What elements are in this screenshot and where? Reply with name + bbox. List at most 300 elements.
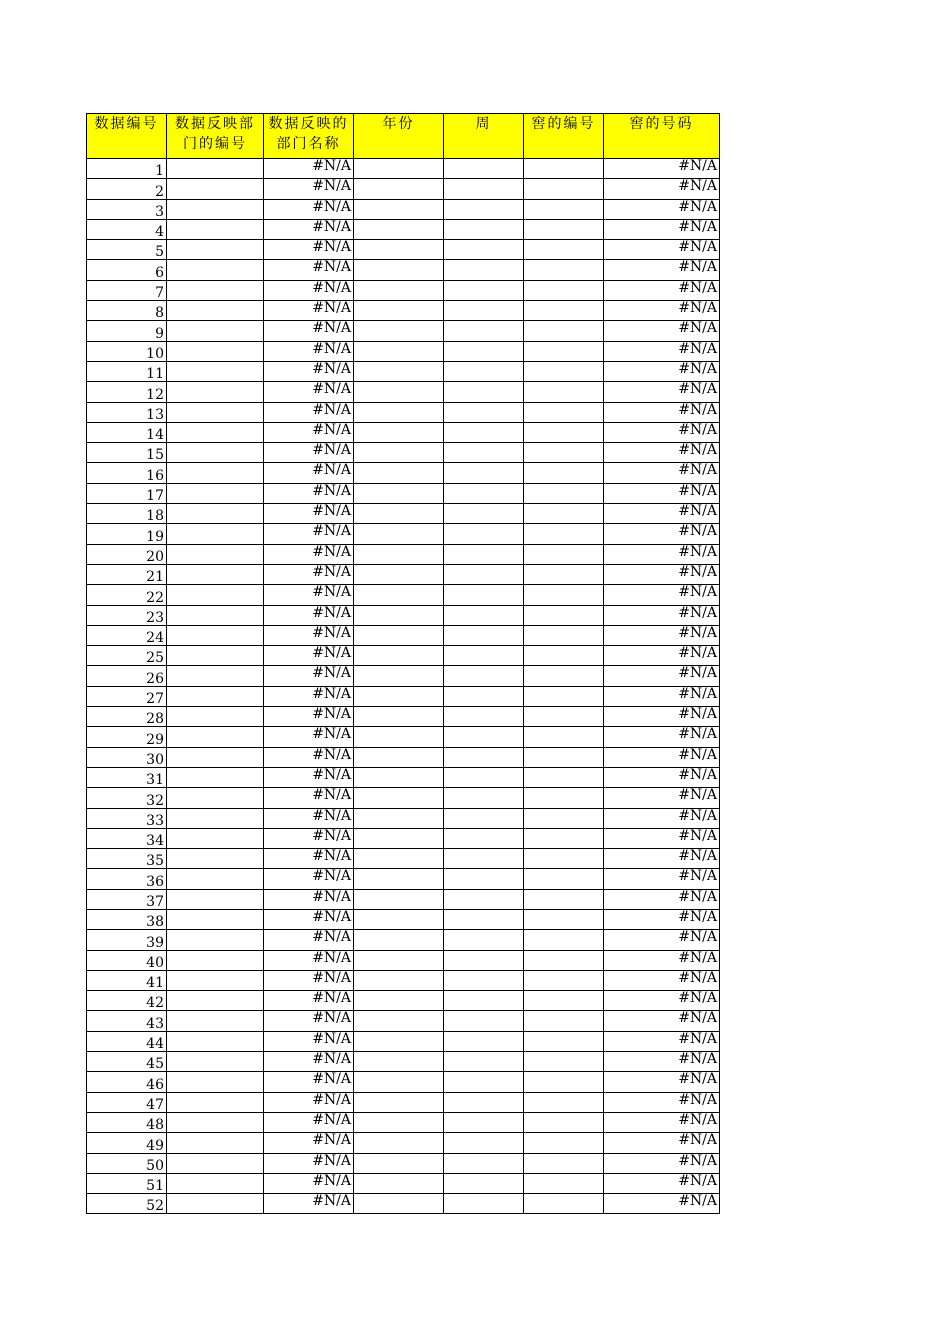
cell-dept-id[interactable] [167, 889, 264, 909]
cell-dept-id[interactable] [167, 504, 264, 524]
cell-data-id[interactable]: 26 [87, 666, 167, 686]
cell-cellar-id[interactable] [524, 727, 604, 747]
cell-week[interactable] [444, 1112, 524, 1132]
cell-data-id[interactable]: 32 [87, 788, 167, 808]
cell-data-id[interactable]: 28 [87, 707, 167, 727]
cell-week[interactable] [444, 361, 524, 381]
cell-cellar-number[interactable]: #N/A [604, 483, 720, 503]
cell-week[interactable] [444, 889, 524, 909]
cell-year[interactable] [354, 504, 444, 524]
cell-data-id[interactable]: 29 [87, 727, 167, 747]
cell-cellar-id[interactable] [524, 1052, 604, 1072]
cell-cellar-number[interactable]: #N/A [604, 1173, 720, 1193]
cell-week[interactable] [444, 260, 524, 280]
cell-dept-name[interactable]: #N/A [264, 1153, 354, 1173]
cell-data-id[interactable]: 5 [87, 240, 167, 260]
cell-year[interactable] [354, 605, 444, 625]
cell-cellar-id[interactable] [524, 361, 604, 381]
cell-cellar-id[interactable] [524, 341, 604, 361]
cell-year[interactable] [354, 1173, 444, 1193]
cell-dept-id[interactable] [167, 179, 264, 199]
cell-dept-name[interactable]: #N/A [264, 767, 354, 787]
cell-dept-name[interactable]: #N/A [264, 686, 354, 706]
cell-cellar-id[interactable] [524, 849, 604, 869]
cell-week[interactable] [444, 219, 524, 239]
cell-cellar-id[interactable] [524, 930, 604, 950]
cell-week[interactable] [444, 686, 524, 706]
cell-dept-name[interactable]: #N/A [264, 950, 354, 970]
cell-dept-name[interactable]: #N/A [264, 179, 354, 199]
cell-year[interactable] [354, 950, 444, 970]
cell-data-id[interactable]: 38 [87, 909, 167, 929]
cell-year[interactable] [354, 1031, 444, 1051]
cell-cellar-id[interactable] [524, 524, 604, 544]
cell-dept-name[interactable]: #N/A [264, 341, 354, 361]
cell-dept-id[interactable] [167, 301, 264, 321]
cell-cellar-id[interactable] [524, 240, 604, 260]
cell-dept-name[interactable]: #N/A [264, 159, 354, 179]
cell-dept-id[interactable] [167, 930, 264, 950]
cell-year[interactable] [354, 767, 444, 787]
cell-data-id[interactable]: 30 [87, 747, 167, 767]
cell-cellar-number[interactable]: #N/A [604, 707, 720, 727]
cell-cellar-id[interactable] [524, 1173, 604, 1193]
cell-cellar-number[interactable]: #N/A [604, 524, 720, 544]
cell-cellar-number[interactable]: #N/A [604, 1072, 720, 1092]
cell-cellar-id[interactable] [524, 382, 604, 402]
cell-week[interactable] [444, 849, 524, 869]
cell-dept-id[interactable] [167, 422, 264, 442]
cell-dept-id[interactable] [167, 341, 264, 361]
cell-dept-id[interactable] [167, 1194, 264, 1214]
cell-data-id[interactable]: 50 [87, 1153, 167, 1173]
cell-week[interactable] [444, 747, 524, 767]
cell-dept-id[interactable] [167, 544, 264, 564]
cell-cellar-number[interactable]: #N/A [604, 828, 720, 848]
cell-dept-id[interactable] [167, 767, 264, 787]
cell-cellar-number[interactable]: #N/A [604, 747, 720, 767]
cell-week[interactable] [444, 625, 524, 645]
cell-week[interactable] [444, 930, 524, 950]
cell-dept-id[interactable] [167, 321, 264, 341]
cell-dept-id[interactable] [167, 970, 264, 990]
cell-cellar-number[interactable]: #N/A [604, 504, 720, 524]
cell-cellar-number[interactable]: #N/A [604, 361, 720, 381]
cell-year[interactable] [354, 1052, 444, 1072]
cell-dept-id[interactable] [167, 1173, 264, 1193]
cell-data-id[interactable]: 12 [87, 382, 167, 402]
cell-week[interactable] [444, 767, 524, 787]
cell-data-id[interactable]: 22 [87, 585, 167, 605]
cell-dept-name[interactable]: #N/A [264, 1173, 354, 1193]
cell-year[interactable] [354, 260, 444, 280]
cell-dept-name[interactable]: #N/A [264, 1031, 354, 1051]
cell-week[interactable] [444, 321, 524, 341]
cell-cellar-number[interactable]: #N/A [604, 280, 720, 300]
cell-dept-name[interactable]: #N/A [264, 808, 354, 828]
cell-dept-id[interactable] [167, 909, 264, 929]
cell-data-id[interactable]: 13 [87, 402, 167, 422]
cell-week[interactable] [444, 1133, 524, 1153]
cell-dept-name[interactable]: #N/A [264, 930, 354, 950]
cell-year[interactable] [354, 666, 444, 686]
cell-week[interactable] [444, 909, 524, 929]
cell-dept-id[interactable] [167, 260, 264, 280]
cell-year[interactable] [354, 1153, 444, 1173]
cell-week[interactable] [444, 1072, 524, 1092]
cell-cellar-number[interactable]: #N/A [604, 625, 720, 645]
cell-dept-name[interactable]: #N/A [264, 504, 354, 524]
cell-cellar-number[interactable]: #N/A [604, 544, 720, 564]
cell-week[interactable] [444, 341, 524, 361]
cell-cellar-id[interactable] [524, 970, 604, 990]
cell-data-id[interactable]: 10 [87, 341, 167, 361]
cell-year[interactable] [354, 930, 444, 950]
cell-dept-id[interactable] [167, 1072, 264, 1092]
cell-cellar-number[interactable]: #N/A [604, 808, 720, 828]
cell-week[interactable] [444, 402, 524, 422]
cell-dept-id[interactable] [167, 1011, 264, 1031]
cell-year[interactable] [354, 361, 444, 381]
cell-cellar-number[interactable]: #N/A [604, 909, 720, 929]
cell-data-id[interactable]: 49 [87, 1133, 167, 1153]
cell-cellar-number[interactable]: #N/A [604, 1052, 720, 1072]
cell-year[interactable] [354, 889, 444, 909]
cell-week[interactable] [444, 950, 524, 970]
cell-cellar-id[interactable] [524, 1011, 604, 1031]
cell-data-id[interactable]: 18 [87, 504, 167, 524]
cell-week[interactable] [444, 707, 524, 727]
cell-dept-id[interactable] [167, 1133, 264, 1153]
cell-dept-name[interactable]: #N/A [264, 605, 354, 625]
cell-data-id[interactable]: 44 [87, 1031, 167, 1051]
cell-year[interactable] [354, 869, 444, 889]
cell-week[interactable] [444, 483, 524, 503]
cell-dept-name[interactable]: #N/A [264, 260, 354, 280]
cell-week[interactable] [444, 1052, 524, 1072]
cell-year[interactable] [354, 240, 444, 260]
cell-dept-id[interactable] [167, 727, 264, 747]
cell-dept-name[interactable]: #N/A [264, 991, 354, 1011]
cell-year[interactable] [354, 991, 444, 1011]
cell-dept-name[interactable]: #N/A [264, 727, 354, 747]
cell-dept-id[interactable] [167, 849, 264, 869]
cell-cellar-id[interactable] [524, 889, 604, 909]
cell-data-id[interactable]: 21 [87, 564, 167, 584]
cell-cellar-number[interactable]: #N/A [604, 1194, 720, 1214]
cell-week[interactable] [444, 828, 524, 848]
cell-week[interactable] [444, 544, 524, 564]
cell-year[interactable] [354, 1133, 444, 1153]
cell-dept-name[interactable]: #N/A [264, 889, 354, 909]
cell-dept-name[interactable]: #N/A [264, 666, 354, 686]
cell-year[interactable] [354, 686, 444, 706]
cell-dept-id[interactable] [167, 585, 264, 605]
cell-data-id[interactable]: 37 [87, 889, 167, 909]
cell-data-id[interactable]: 40 [87, 950, 167, 970]
cell-cellar-id[interactable] [524, 909, 604, 929]
cell-data-id[interactable]: 14 [87, 422, 167, 442]
cell-cellar-id[interactable] [524, 788, 604, 808]
cell-data-id[interactable]: 31 [87, 767, 167, 787]
cell-data-id[interactable]: 34 [87, 828, 167, 848]
cell-cellar-number[interactable]: #N/A [604, 1011, 720, 1031]
cell-cellar-number[interactable]: #N/A [604, 727, 720, 747]
cell-year[interactable] [354, 1092, 444, 1112]
cell-cellar-id[interactable] [524, 301, 604, 321]
cell-cellar-id[interactable] [524, 991, 604, 1011]
cell-dept-name[interactable]: #N/A [264, 443, 354, 463]
cell-cellar-number[interactable]: #N/A [604, 159, 720, 179]
cell-cellar-id[interactable] [524, 1194, 604, 1214]
cell-dept-id[interactable] [167, 1052, 264, 1072]
cell-cellar-id[interactable] [524, 1092, 604, 1112]
cell-cellar-id[interactable] [524, 625, 604, 645]
cell-year[interactable] [354, 524, 444, 544]
cell-dept-id[interactable] [167, 402, 264, 422]
cell-year[interactable] [354, 301, 444, 321]
cell-cellar-number[interactable]: #N/A [604, 1112, 720, 1132]
cell-week[interactable] [444, 280, 524, 300]
cell-week[interactable] [444, 504, 524, 524]
cell-cellar-number[interactable]: #N/A [604, 463, 720, 483]
cell-cellar-id[interactable] [524, 443, 604, 463]
cell-cellar-number[interactable]: #N/A [604, 301, 720, 321]
cell-cellar-id[interactable] [524, 280, 604, 300]
cell-dept-name[interactable]: #N/A [264, 788, 354, 808]
cell-year[interactable] [354, 625, 444, 645]
cell-cellar-number[interactable]: #N/A [604, 443, 720, 463]
cell-year[interactable] [354, 219, 444, 239]
cell-data-id[interactable]: 35 [87, 849, 167, 869]
cell-dept-name[interactable]: #N/A [264, 1072, 354, 1092]
cell-cellar-id[interactable] [524, 1112, 604, 1132]
cell-week[interactable] [444, 1011, 524, 1031]
cell-cellar-number[interactable]: #N/A [604, 869, 720, 889]
cell-cellar-id[interactable] [524, 808, 604, 828]
cell-dept-name[interactable]: #N/A [264, 219, 354, 239]
cell-cellar-id[interactable] [524, 463, 604, 483]
cell-week[interactable] [444, 564, 524, 584]
cell-year[interactable] [354, 1011, 444, 1031]
cell-cellar-number[interactable]: #N/A [604, 341, 720, 361]
cell-cellar-number[interactable]: #N/A [604, 849, 720, 869]
cell-dept-id[interactable] [167, 646, 264, 666]
cell-cellar-id[interactable] [524, 666, 604, 686]
cell-year[interactable] [354, 564, 444, 584]
cell-year[interactable] [354, 199, 444, 219]
cell-data-id[interactable]: 11 [87, 361, 167, 381]
cell-week[interactable] [444, 666, 524, 686]
cell-year[interactable] [354, 828, 444, 848]
cell-cellar-id[interactable] [524, 828, 604, 848]
cell-week[interactable] [444, 179, 524, 199]
cell-data-id[interactable]: 46 [87, 1072, 167, 1092]
cell-cellar-id[interactable] [524, 869, 604, 889]
cell-data-id[interactable]: 1 [87, 159, 167, 179]
cell-dept-id[interactable] [167, 1092, 264, 1112]
cell-week[interactable] [444, 991, 524, 1011]
cell-cellar-number[interactable]: #N/A [604, 666, 720, 686]
cell-cellar-number[interactable]: #N/A [604, 1092, 720, 1112]
cell-year[interactable] [354, 585, 444, 605]
cell-year[interactable] [354, 382, 444, 402]
cell-cellar-id[interactable] [524, 1133, 604, 1153]
cell-year[interactable] [354, 321, 444, 341]
cell-dept-id[interactable] [167, 483, 264, 503]
cell-week[interactable] [444, 240, 524, 260]
cell-dept-id[interactable] [167, 524, 264, 544]
cell-dept-name[interactable]: #N/A [264, 1092, 354, 1112]
cell-cellar-number[interactable]: #N/A [604, 260, 720, 280]
cell-dept-id[interactable] [167, 788, 264, 808]
cell-cellar-id[interactable] [524, 950, 604, 970]
cell-cellar-number[interactable]: #N/A [604, 1153, 720, 1173]
cell-dept-id[interactable] [167, 463, 264, 483]
cell-dept-id[interactable] [167, 1112, 264, 1132]
cell-year[interactable] [354, 341, 444, 361]
cell-cellar-id[interactable] [524, 767, 604, 787]
cell-year[interactable] [354, 1072, 444, 1092]
cell-dept-id[interactable] [167, 625, 264, 645]
cell-week[interactable] [444, 159, 524, 179]
cell-cellar-id[interactable] [524, 564, 604, 584]
cell-dept-name[interactable]: #N/A [264, 1011, 354, 1031]
cell-cellar-id[interactable] [524, 646, 604, 666]
cell-dept-name[interactable]: #N/A [264, 483, 354, 503]
cell-cellar-id[interactable] [524, 707, 604, 727]
cell-cellar-number[interactable]: #N/A [604, 564, 720, 584]
cell-data-id[interactable]: 43 [87, 1011, 167, 1031]
cell-dept-id[interactable] [167, 199, 264, 219]
cell-data-id[interactable]: 2 [87, 179, 167, 199]
cell-week[interactable] [444, 1173, 524, 1193]
cell-dept-name[interactable]: #N/A [264, 869, 354, 889]
cell-dept-name[interactable]: #N/A [264, 1133, 354, 1153]
cell-cellar-number[interactable]: #N/A [604, 422, 720, 442]
cell-cellar-number[interactable]: #N/A [604, 788, 720, 808]
cell-week[interactable] [444, 808, 524, 828]
cell-cellar-id[interactable] [524, 1072, 604, 1092]
cell-year[interactable] [354, 422, 444, 442]
cell-data-id[interactable]: 15 [87, 443, 167, 463]
cell-dept-name[interactable]: #N/A [264, 747, 354, 767]
cell-week[interactable] [444, 1153, 524, 1173]
cell-week[interactable] [444, 1194, 524, 1214]
cell-week[interactable] [444, 869, 524, 889]
cell-year[interactable] [354, 808, 444, 828]
cell-cellar-id[interactable] [524, 199, 604, 219]
cell-dept-name[interactable]: #N/A [264, 402, 354, 422]
cell-cellar-id[interactable] [524, 179, 604, 199]
cell-cellar-id[interactable] [524, 1153, 604, 1173]
cell-dept-id[interactable] [167, 991, 264, 1011]
cell-cellar-number[interactable]: #N/A [604, 767, 720, 787]
cell-data-id[interactable]: 20 [87, 544, 167, 564]
cell-data-id[interactable]: 9 [87, 321, 167, 341]
cell-data-id[interactable]: 39 [87, 930, 167, 950]
cell-dept-name[interactable]: #N/A [264, 463, 354, 483]
cell-cellar-id[interactable] [524, 159, 604, 179]
cell-dept-id[interactable] [167, 1031, 264, 1051]
cell-cellar-number[interactable]: #N/A [604, 889, 720, 909]
cell-dept-name[interactable]: #N/A [264, 524, 354, 544]
cell-dept-name[interactable]: #N/A [264, 585, 354, 605]
cell-cellar-number[interactable]: #N/A [604, 179, 720, 199]
cell-week[interactable] [444, 463, 524, 483]
cell-week[interactable] [444, 1031, 524, 1051]
cell-cellar-number[interactable]: #N/A [604, 970, 720, 990]
cell-dept-id[interactable] [167, 747, 264, 767]
cell-year[interactable] [354, 788, 444, 808]
cell-data-id[interactable]: 4 [87, 219, 167, 239]
cell-cellar-number[interactable]: #N/A [604, 950, 720, 970]
cell-cellar-id[interactable] [524, 585, 604, 605]
cell-week[interactable] [444, 199, 524, 219]
cell-dept-id[interactable] [167, 808, 264, 828]
cell-week[interactable] [444, 788, 524, 808]
cell-dept-name[interactable]: #N/A [264, 707, 354, 727]
cell-dept-name[interactable]: #N/A [264, 1112, 354, 1132]
cell-data-id[interactable]: 48 [87, 1112, 167, 1132]
cell-dept-id[interactable] [167, 443, 264, 463]
cell-data-id[interactable]: 17 [87, 483, 167, 503]
cell-dept-name[interactable]: #N/A [264, 909, 354, 929]
cell-year[interactable] [354, 849, 444, 869]
cell-week[interactable] [444, 1092, 524, 1112]
cell-dept-name[interactable]: #N/A [264, 422, 354, 442]
cell-dept-id[interactable] [167, 382, 264, 402]
cell-dept-name[interactable]: #N/A [264, 321, 354, 341]
cell-week[interactable] [444, 301, 524, 321]
cell-data-id[interactable]: 27 [87, 686, 167, 706]
cell-week[interactable] [444, 422, 524, 442]
cell-cellar-number[interactable]: #N/A [604, 991, 720, 1011]
cell-dept-name[interactable]: #N/A [264, 199, 354, 219]
cell-data-id[interactable]: 19 [87, 524, 167, 544]
cell-cellar-id[interactable] [524, 1031, 604, 1051]
cell-dept-name[interactable]: #N/A [264, 625, 354, 645]
cell-cellar-id[interactable] [524, 544, 604, 564]
cell-dept-id[interactable] [167, 869, 264, 889]
cell-dept-name[interactable]: #N/A [264, 240, 354, 260]
cell-year[interactable] [354, 1112, 444, 1132]
cell-week[interactable] [444, 970, 524, 990]
cell-year[interactable] [354, 1194, 444, 1214]
cell-week[interactable] [444, 646, 524, 666]
cell-dept-id[interactable] [167, 240, 264, 260]
cell-dept-name[interactable]: #N/A [264, 361, 354, 381]
cell-data-id[interactable]: 23 [87, 605, 167, 625]
cell-cellar-id[interactable] [524, 747, 604, 767]
cell-cellar-number[interactable]: #N/A [604, 1031, 720, 1051]
cell-dept-id[interactable] [167, 159, 264, 179]
cell-dept-id[interactable] [167, 828, 264, 848]
cell-dept-name[interactable]: #N/A [264, 544, 354, 564]
cell-data-id[interactable]: 41 [87, 970, 167, 990]
cell-year[interactable] [354, 707, 444, 727]
cell-cellar-number[interactable]: #N/A [604, 219, 720, 239]
cell-week[interactable] [444, 443, 524, 463]
cell-year[interactable] [354, 727, 444, 747]
cell-data-id[interactable]: 42 [87, 991, 167, 1011]
cell-cellar-number[interactable]: #N/A [604, 402, 720, 422]
cell-data-id[interactable]: 36 [87, 869, 167, 889]
cell-dept-name[interactable]: #N/A [264, 280, 354, 300]
cell-dept-id[interactable] [167, 361, 264, 381]
cell-data-id[interactable]: 16 [87, 463, 167, 483]
cell-dept-name[interactable]: #N/A [264, 564, 354, 584]
